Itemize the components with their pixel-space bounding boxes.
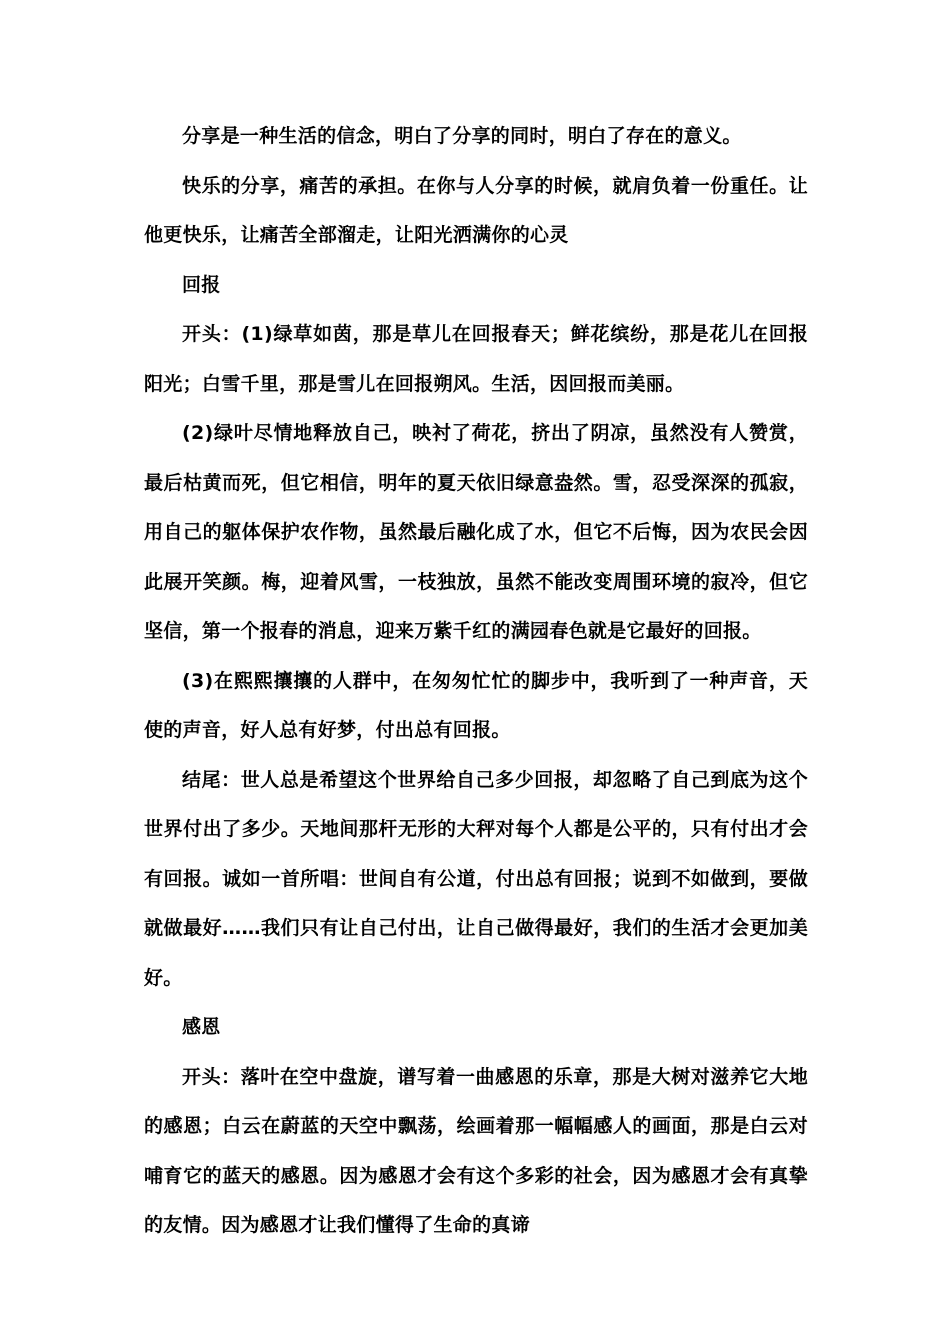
paragraph-huibao-opening-2: (2)绿叶尽情地释放自己，映衬了荷花，挤出了阴凉，虽然没有人赞赏，最后枯黄而死，但它相信，明年的夏天依旧绿意盎然。雪，忍受深深的孤寂，用自己的躯体保护农作物，虽然最后融化成了水，但它不后悔，因为农民会因此展开笑颜。梅，迎着风雪，一枝独放，虽然不能改变周围环境的寂冷，但它坚信，第一个报春的消息，迎来万紫千红的满园春色就是它最好的回报。 — [144, 422, 808, 642]
paragraph-huibao-ending: 结尾：世人总是希望这个世界给自己多少回报，却忽略了自己到底为这个世界付出了多少。天地间那杆无形的大秤对每个人都是公平的，只有付出才会有回报。诚如一首所唱：世间自有公道，付出总有回报；说到不如做到，要做就做最好……我们只有让自己付出，让自己做得最好，我们的生活才会更加美好。 — [144, 768, 808, 989]
paragraph-sharing-belief: 分享是一种生活的信念，明白了分享的同时，明白了存在的意义。 — [182, 125, 742, 147]
paragraph-sharing-joy: 快乐的分享，痛苦的承担。在你与人分享的时候，就肩负着一份重任。让他更快乐，让痛苦全部溜走，让阳光洒满你的心灵 — [144, 174, 808, 246]
paragraph-ganen-opening: 开头：落叶在空中盘旋，谱写着一曲感恩的乐章，那是大树对滋养它大地的感恩；白云在蔚蓝的天空中飘荡，绘画着那一幅幅感人的画面，那是白云对哺育它的蓝天的感恩。因为感恩才会有这个多彩的社会，因为感恩才会有真挚的友情。因为感恩才让我们懂得了生命的真谛 — [144, 1065, 808, 1236]
section-heading-huibao: 回报 — [182, 273, 221, 296]
section-heading-ganen: 感恩 — [182, 1016, 221, 1038]
paragraph-huibao-opening-3: (3)在熙熙攘攘的人群中，在匆匆忙忙的脚步中，我听到了一种声音，天使的声音，好人总有好梦，付出总有回报。 — [144, 669, 808, 741]
document-body — [144, 112, 808, 1251]
paragraph-huibao-opening-1: 开头：(1)绿草如茵，那是草儿在回报春天；鲜花缤纷，那是花儿在回报阳光；白雪千里，那是雪儿在回报朔风。生活，因回报而美丽。 — [144, 323, 808, 395]
